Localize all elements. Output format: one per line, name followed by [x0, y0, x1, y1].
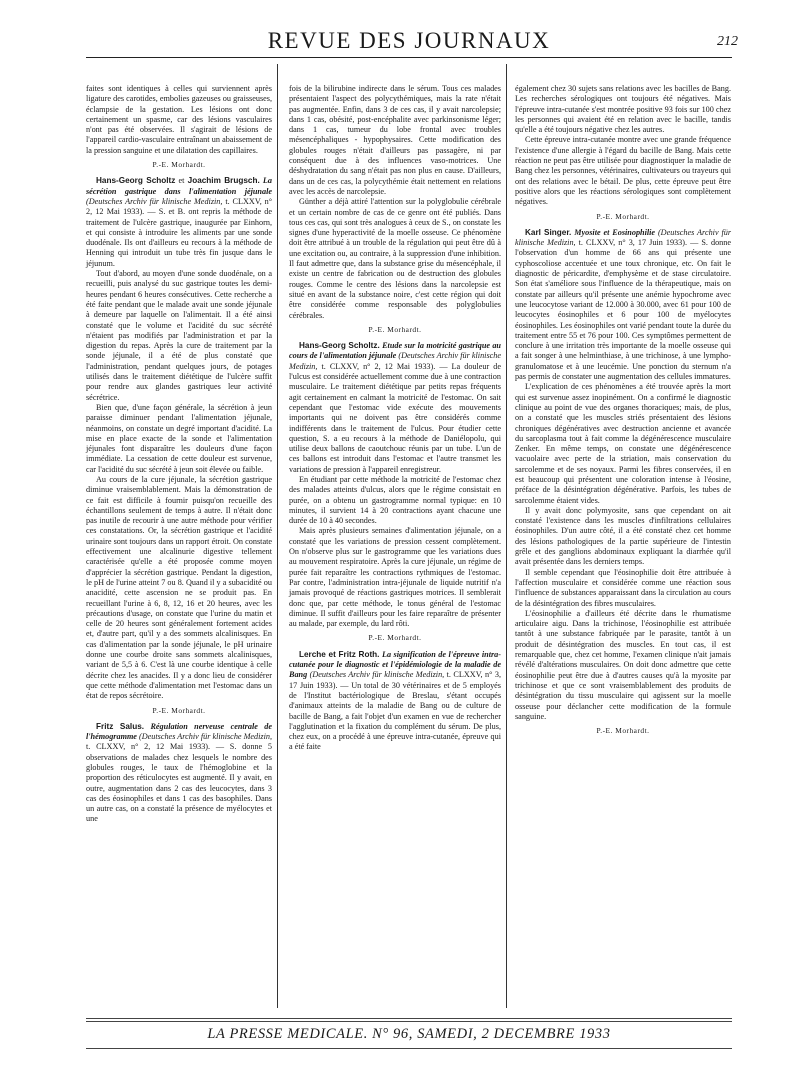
article-author: Joachim Brugsch.	[187, 176, 260, 186]
signature: P.-E. Morhardt.	[596, 726, 650, 736]
article-title: Régulation nerveuse centrale de l'hémogramme	[86, 721, 272, 742]
article-lerche-roth	[289, 650, 501, 753]
footer-journal-issue: LA PRESSE MEDICALE. N° 96, SAMEDI, 2 DECEMBRE 1933	[207, 1026, 611, 1042]
article-title: La signification de l'épreuve intra-cutanée pour le diagnostic et l'épidémiologie de la maladie de Bang	[289, 649, 502, 680]
article-salus	[86, 722, 272, 825]
paragraph: Au cours de la cure jéjunale, la sécrétion gastrique diminue vraisemblablement. Mais la démonstration de ce fait est difficile à fournir puisqu'on recueille des échantillons seulement de temps à autre. Il n'était donc pas inutile de recourir à une autre méthode pour vérifier ces constatations. Or, la sécrétion gastrique et l'acidité urinaire sont toujours dans un rapport étroit. On constate effectivement une alcalinurie digestive tellement caractérisée qu'elle a été proposée comme moyen d'apprécier la sécrétion gastrique. Pendant la digestion, le pH de l'urine atteint 7 ou 8. Quand il y a subacidité ou anacidité, cette ascension ne se produit pas. En recueillant l'urine à 6, 8, 12, 16 et 20 heures, avec les précautions d'usage, on constate que l'urine du matin et celle de 20 heures sont généralement fortement acides et, d'autre part, qu'il y a des sommets alcalinisques. En cas d'alimentation par la sonde jéjunale, le pH urinaire donne une courbe droite sans sommets alcalinisques, variant de 5,5 à 6. C'est là une courbe identique à celle décrite chez les anacides. Il y a donc lieu de considérer que cette méthode d'alimentation met l'estomac dans un état de repos sécrétoire.	[86, 474, 272, 701]
column-divider-1	[277, 64, 278, 1008]
article-body: t. CLXXV, n° 2, 12 Mai 1933). — S. et B. ont repris la méthode de traitement de l'ulcère gastrique, inaugurée par Einhorn, et qui consiste à introduire les aliments par une sonde duodénale. Ils ont d'ailleurs eu recours à la méthode de Henning qui introduit un tube très fin jusque dans le jéjunum.	[86, 196, 273, 268]
article-body: t. CLXXV, n° 2, 12 Mai 1933). — S. donne 5 observations de malades chez lesquels le nombre des globules rouges, le taux de l'hémoglobine et la proportion des réticulocytes est augmenté. Il y avait, en outre, augmentation dans 2 cas des leucocytes, dans 3 cas des éosinophiles et dans 1 cas des basophiles. Dans un autre cas, on a constaté la présence de myélocytes et une	[86, 742, 272, 824]
article-body: t. CLXXV, n° 3, 17 Juin 1933). — Un total de 30 vétérinaires et de 5 employés de l'Institut bactériologique de Breslau, s'étant occupés d'animaux atteints de la maladie de Bang ou de culture de bacille de Bang, a fait l'objet d'un examen en vue de rechercher l'agglutination et la fixation du complément du sérum. De plus, chez eux, on a procédé à une épreuve intra-cutanée, épreuve qui a été faite	[289, 670, 501, 752]
footer-rule	[86, 1048, 732, 1049]
page-footer	[86, 1018, 732, 1054]
paragraph: Tout d'abord, au moyen d'une sonde duodénale, on a recueilli, puis analysé du suc gastrique toutes les demi-heures pendant 6 heures consécutives. Cette recherche a été faite pendant que le malade avait une sonde jéjunale à demeure par laquelle on l'alimentait. Il a été ainsi constaté que le volume et l'acidité du suc sécrété n'étaient pas modifiés par l'administration et par la digestion du repas. Après la cure de traitement par la sonde jéjunale, il a été de plus constaté que l'administration, pendant quelques jours, de potages utilisés dans le traitement diététique de l'ulcère suffit pour rendre aux glandes gastriques leur activité sécrétrice.	[86, 269, 272, 402]
article-title: Etude sur la motricité gastrique au cours de l'alimentation jéjunale	[289, 341, 501, 361]
header-rule	[86, 57, 732, 58]
signature: P.-E. Morhardt.	[596, 211, 650, 221]
running-title: REVUE DES JOURNAUX	[267, 28, 551, 53]
article-author: Karl Singer.	[525, 227, 572, 237]
signature: P.-E. Morhardt.	[368, 324, 422, 334]
footer-rule	[86, 1018, 732, 1019]
article-scholtz-brugsch: Hans-Georg Scholtz et Joachim Brugsch. La sécrétion gastrique dans l'alimentation jéjunale (Deutsches Archiv für klinische Medizin, t. CLXXV, n° 2, 12 Mai 1933). — S. et B. ont repris la méthode de traitement de l'ulcère gastrique, inaugurée par Einhorn, et qui consiste à introduire les aliments par une sonde duodénale. Ils ont d'ailleurs eu recours à la méthode de Henning qui introduit un tube très fin jusque dans le jéjunum.	[86, 176, 273, 268]
paragraph: fois de la bilirubine indirecte dans le sérum. Tous ces malades présentaient l'aspect des polycythémiques, mais la rate n'était pas augmentée. Enfin, dans 3 de ces cas, il y avait narcolepsie; dans 1 cas, obésité, post-encéphalite avec parkinsonisme léger; dans 1 cas, tumeur du lobe frontal avec troubles mésencéphaliques - hypophysaires. Cette modification des globules rouges n'était d'ailleurs pas passagère, ni par conséquent due à des influences vaso-motrices. Une déshydratation du sang n'était pas non plus en cause. D'ailleurs, dans un de ces cas, la polycythémie était nettement en relations avec les accès de narcolepsie.	[289, 84, 501, 196]
article-scholtz-motricite	[289, 341, 501, 475]
article-title: Myosite et Eosinophilie	[574, 227, 656, 237]
signature: P.-E. Morhardt.	[368, 633, 422, 643]
paragraph: Il y avait donc polymyosite, sans que cependant on ait constaté l'existence dans les muscles d'infiltrations cellulaires éosinophiles. D'un autre côté, il a été constaté chez cet homme des lésions pathologiques de la partie supérieure de l'intestin grêle et des ganglions abdominaux expliquant la diarrhée qu'il avait présentée dans les derniers temps.	[515, 505, 731, 567]
article-journal: (Deutsches Archiv für klinische Medizin,	[289, 351, 502, 371]
column-3	[515, 84, 731, 742]
paragraph: également chez 30 sujets sans relations avec les bacilles de Bang. Les recherches sérologiques ont toujours été négatives. Mais l'épreuve intra-cutanée s'est montrée positive 93 fois sur 100 chez les personnes qui avaient été en relation avec le bacille, tandis qu'elle a été toujours négative chez les autres.	[515, 84, 731, 135]
paragraph: L'éosinophilie a d'ailleurs été décrite dans le rhumatisme articulaire aigu. Dans la trichinose, l'éosinophilie est attribuée tantôt à une substance fabriquée par le parasite, tantôt à un produit de désintégration des muscles. En tout cas, il est remarquable que, chez cet homme, l'examen clinique n'ait jamais révélé d'altérations musculaires. On doit donc admettre que cette éosinophilie peut être due à d'autres causes qu'à la myosite par trichinose et que ce sont vraisemblablement des produits de désintégration du tissu musculaire qui agissent sur la moelle osseuse pour déclancher cette modification de la formule sanguine.	[515, 608, 731, 721]
footer-rule	[86, 1021, 732, 1022]
column-1	[86, 84, 272, 825]
paragraph: Il semble cependant que l'éosinophilie doit être attribuée à l'affection musculaire et considérée comme une réaction sous l'influence de substances apparaissant dans la circulation au cours de la désintégration des fibres musculaires.	[515, 567, 731, 608]
paragraph: Bien que, d'une façon générale, la sécrétion à jeun paraisse diminuer pendant l'alimentation jéjunale, néanmoins, on constate un degré important d'acidité. La mise en place exacte de la sonde et l'alimentation jéjunales font disparaître les douleurs d'une façon immédiate. La cessation de cette douleur est survenue, car l'acidité du suc sécrété à jeun soit élevée ou faible.	[86, 402, 272, 474]
article-body: t. CLXXV, n° 3, 17 Juin 1933). — S. donne l'observation d'un homme de 66 ans qui présente une cyphoscoliose accentuée et une toux chronique, etc. On fait le diagnostic de péricardite, d'emphysème et de stase circulatoire. Son état s'améliore sous l'influence de la thérapeutique, mais on constate par ailleurs qu'il présente une anémie hypochrome avec une leucocytose variant de 12.000 à 30.000, avec 61 pour 100 de leucocytes éosinophiles et 6 pour 100 de myélocytes éosinophiles. Les éosinophiles ont varié pendant toute la durée du traitement entre 55 et 76 pour 100. Ces symptômes permettent de conclure à une irritation très importante de la moelle osseuse qui a fait songer à une helminthiase, à une trichinose, à une lympho-granulomatose et à une leucémie. Une ponction du sternum n'a pas permis de constater une augmentation des cellules immatures.	[515, 238, 731, 382]
paragraph: faites sont identiques à celles qui surviennent après ligature des carotides, embolies gazeuses ou graisseuses, éclampsie de la gestation. Les lésions ont donc certainement un spasme, car des lésions vasculaires n'ont pas été observées. Il s'agirait de lésions de l'appareil cardio-vasculaire entraînant un abaissement de la pression sanguine et une dilatation des capillaires.	[86, 84, 272, 155]
page-header	[86, 18, 738, 58]
article-author: Hans-Georg Scholtz.	[299, 341, 380, 351]
paragraph: Mais après plusieurs semaines d'alimentation jéjunale, on a constaté que les variations de pression cessent complètement. On n'observe plus sur le gastrogramme que les variations dues au mouvement respiratoire. Après la cure jéjunale, un régime de purée fait reparaître les contractions rythmiques de l'estomac. Par contre, l'administration intra-jéjunale de liquide nutritif n'a jamais provoqué de réactions gastriques motrices. Il semblerait donc que, par cette méthode, le tonus général de l'estomac diminue. Il suffit d'ailleurs pour les faire reparaître de présenter au malade, par exemple, du lard rôti.	[289, 526, 501, 629]
column-2	[289, 84, 501, 753]
article-singer	[515, 228, 731, 382]
article-author: Fritz Salus.	[96, 721, 145, 731]
article-author: Hans-Georg Scholtz	[96, 176, 176, 186]
article-journal: (Deutsches Archiv für klinische Medizin,	[515, 227, 732, 248]
signature: P.-E. Morhardt.	[152, 705, 206, 715]
article-title: La sécrétion gastrique dans l'alimentation jéjunale	[86, 176, 273, 196]
paragraph: Günther a déjà attiré l'attention sur la polyglobulie cérébrale et un certain nombre de cas de ce genre ont été publiés. Dans tous ces cas, qui sont très analogues à ceux de S., on constate les signes d'une hyperactivité de la moelle osseuse. Ce phénomène doit être attribué à un trouble de la régulation qui peut être dû à une excitation ou, au contraire, à la suppression d'une inhibition. Il faut admettre que, dans la substance grise du mésencéphale, il existe un centre de fabrication ou de destruction des globules rouges. Comme le centre des lésions dans la narcolepsie est situé en avant de la substance noire, c'est cette région qui doit être considérée comme responsable des polyglobulies cérébrales.	[289, 197, 501, 320]
paragraph: Cette épreuve intra-cutanée montre avec une grande fréquence l'existence d'une allergie à l'égard du bacille de Bang. Mais cette réaction ne peut pas être utilisée pour diagnostiquer la maladie de Bang chez les personnes, vétérinaires, cultivateurs ou trayeurs qui ont des relations avec le bétail. De plus, cette épreuve peut être positive alors que les réactions sérologiques sont complètement négatives.	[515, 135, 731, 207]
signature: P.-E. Morhardt.	[152, 160, 206, 170]
article-journal: (Deutsches Archiv für klinische Medizin,	[309, 670, 445, 680]
page-number: 212	[717, 34, 738, 49]
paragraph: L'explication de ces phénomènes a été trouvée après la mort qui est survenue assez inopinément. On a confirmé le diagnostic clinique au point de vue des organes thoraciques; mais, de plus, on a constaté que les muscles striés présentaient des lésions chroniques dégénératives avec destruction ancienne et avancée du sarcoplasma tout à fait comme la dégénérescence musculaire Zenker. En même temps, on constate une dégénérescence vacuolaire avec perte de la striation, mais conservation du sarcolemme et de ses noyaux. Parmi les fibres conservées, il en est beaucoup qui présentent une coloration intense à l'éosine, préface de la désintégration dégénérative. Parfois, les tubes de sarcolemme étaient vides.	[515, 382, 731, 505]
paragraph: En étudiant par cette méthode la motricité de l'estomac chez des malades atteints d'ulcus, alors que le régime consistait en purée, on a obtenu un gastrogramme normal typique: en 10 minutes, il survient 14 à 20 contractions ayant chacune une durée de 10 à 40 secondes.	[289, 474, 501, 526]
article-author: Lerche et Fritz Roth.	[299, 649, 380, 659]
column-divider-2	[506, 64, 507, 1008]
article-body: t. CLXXV, n° 2, 12 Mai 1933). — La douleur de l'ulcus est considérée actuellement comme due à une contraction musculaire. Le traitement diététique par petits repas fréquents agit certainement en calmant la motricité de l'estomac. On sait cependant que l'estomac vide exécute des mouvements importants qui ne doivent pas être considérés comme indifférents dans le traitement de l'ulcus. Pour étudier cette question, S. a eu recours à la méthode de Daniélopolu, qui utilise deux ballons de caoutchouc réunis par un tube. L'un de ces ballons est introduit dans l'estomac et l'autre transmet les variations de pression à l'appareil enregistreur.	[289, 361, 502, 474]
article-journal: (Deutsches Archiv für klinische Medizin,	[139, 732, 273, 742]
article-journal: (Deutsches Archiv für klinische Medizin,	[86, 196, 223, 206]
